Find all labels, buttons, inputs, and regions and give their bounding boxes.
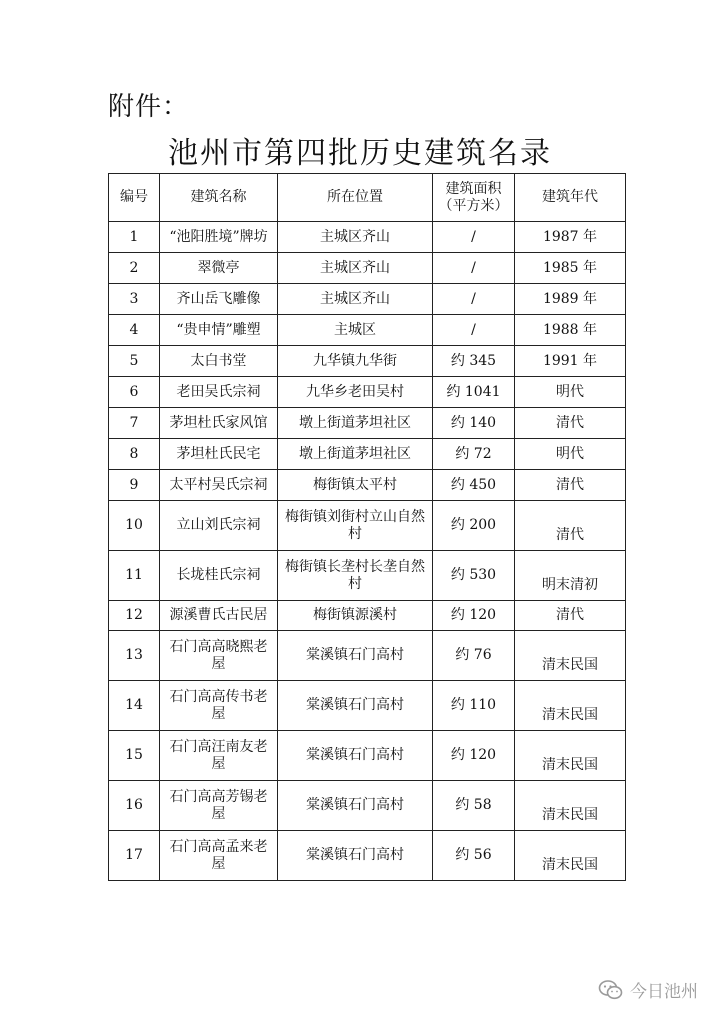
- table-row: [109, 377, 626, 408]
- cell-location: 主城区齐山: [278, 284, 433, 315]
- cell-era: 1989 年: [515, 284, 626, 315]
- cell-location: 棠溪镇石门高村: [278, 731, 433, 781]
- attachment-label: 附件：: [108, 92, 190, 122]
- watermark-text: 今日池州: [630, 982, 698, 1002]
- cell-location: 棠溪镇石门高村: [278, 631, 433, 681]
- cell-no: 2: [109, 253, 160, 284]
- cell-location: 梅街镇太平村: [278, 470, 433, 501]
- cell-no: 5: [109, 346, 160, 377]
- table-row: [109, 346, 626, 377]
- table-row: [109, 439, 626, 470]
- cell-location: 墩上街道茅坦社区: [278, 439, 433, 470]
- table-body: [109, 222, 626, 881]
- cell-location: 九华乡老田吴村: [278, 377, 433, 408]
- cell-name: 石门高高传书老屋: [160, 681, 278, 731]
- cell-area: 约 76: [433, 631, 515, 681]
- cell-area: 约 1041: [433, 377, 515, 408]
- cell-no: 13: [109, 631, 160, 681]
- cell-name: “贵申情”雕塑: [160, 315, 278, 346]
- header-era: 建筑年代: [515, 174, 626, 222]
- cell-era: 1985 年: [515, 253, 626, 284]
- cell-no: 12: [109, 601, 160, 631]
- cell-era: 清代: [515, 408, 626, 439]
- document-title: 池州市第四批历史建筑名录: [168, 136, 552, 171]
- table-row: [109, 315, 626, 346]
- cell-era: 清末民国: [515, 681, 626, 731]
- header-area: 建筑面积（平方米）: [433, 174, 515, 222]
- header-location: 所在位置: [278, 174, 433, 222]
- cell-location: 九华镇九华街: [278, 346, 433, 377]
- table-row: [109, 731, 626, 781]
- cell-area: /: [433, 222, 515, 253]
- cell-no: 10: [109, 501, 160, 551]
- cell-era: 明代: [515, 439, 626, 470]
- cell-location: 棠溪镇石门高村: [278, 831, 433, 881]
- cell-location: 墩上街道茅坦社区: [278, 408, 433, 439]
- cell-no: 17: [109, 831, 160, 881]
- cell-no: 1: [109, 222, 160, 253]
- cell-no: 6: [109, 377, 160, 408]
- cell-era: 清末民国: [515, 781, 626, 831]
- cell-location: 梅街镇刘街村立山自然村: [278, 501, 433, 551]
- cell-name: 茅坦杜氏民宅: [160, 439, 278, 470]
- cell-era: 明末清初: [515, 551, 626, 601]
- cell-era: 清代: [515, 501, 626, 551]
- table-row: [109, 781, 626, 831]
- header-no: 编号: [109, 174, 160, 222]
- cell-name: “池阳胜境”牌坊: [160, 222, 278, 253]
- table-row: [109, 408, 626, 439]
- cell-name: 立山刘氏宗祠: [160, 501, 278, 551]
- cell-no: 9: [109, 470, 160, 501]
- cell-area: 约 72: [433, 439, 515, 470]
- cell-location: 梅街镇长垄村长垄自然村: [278, 551, 433, 601]
- cell-area: 约 530: [433, 551, 515, 601]
- cell-name: 长垅桂氏宗祠: [160, 551, 278, 601]
- cell-area: 约 140: [433, 408, 515, 439]
- cell-no: 3: [109, 284, 160, 315]
- cell-name: 源溪曹氏古民居: [160, 601, 278, 631]
- cell-area: 约 450: [433, 470, 515, 501]
- cell-era: 清代: [515, 601, 626, 631]
- cell-area: /: [433, 315, 515, 346]
- cell-name: 太白书堂: [160, 346, 278, 377]
- cell-era: 1988 年: [515, 315, 626, 346]
- cell-no: 7: [109, 408, 160, 439]
- cell-era: 清代: [515, 470, 626, 501]
- header-name: 建筑名称: [160, 174, 278, 222]
- table-row: [109, 681, 626, 731]
- cell-location: 棠溪镇石门高村: [278, 781, 433, 831]
- cell-area: 约 120: [433, 601, 515, 631]
- cell-area: 约 110: [433, 681, 515, 731]
- cell-name: 太平村吴氏宗祠: [160, 470, 278, 501]
- cell-name: 石门高高孟来老屋: [160, 831, 278, 881]
- cell-no: 14: [109, 681, 160, 731]
- table-header-row: [109, 174, 626, 222]
- watermark: [598, 977, 698, 1002]
- table-row: [109, 284, 626, 315]
- cell-area: 约 345: [433, 346, 515, 377]
- cell-era: 清末民国: [515, 631, 626, 681]
- cell-area: /: [433, 253, 515, 284]
- cell-area: 约 120: [433, 731, 515, 781]
- cell-no: 4: [109, 315, 160, 346]
- cell-location: 主城区: [278, 315, 433, 346]
- cell-name: 翠微亭: [160, 253, 278, 284]
- historic-buildings-table: [108, 173, 626, 881]
- cell-era: 1987 年: [515, 222, 626, 253]
- cell-location: 梅街镇源溪村: [278, 601, 433, 631]
- cell-era: 明代: [515, 377, 626, 408]
- table-row: [109, 253, 626, 284]
- cell-no: 11: [109, 551, 160, 601]
- table-row: [109, 601, 626, 631]
- cell-area: 约 56: [433, 831, 515, 881]
- cell-era: 清末民国: [515, 731, 626, 781]
- cell-name: 石门高高芳锡老屋: [160, 781, 278, 831]
- table-row: [109, 470, 626, 501]
- cell-name: 老田吴氏宗祠: [160, 377, 278, 408]
- cell-era: 清末民国: [515, 831, 626, 881]
- wechat-icon: [598, 979, 624, 1001]
- cell-no: 8: [109, 439, 160, 470]
- cell-area: /: [433, 284, 515, 315]
- cell-location: 主城区齐山: [278, 222, 433, 253]
- cell-location: 棠溪镇石门高村: [278, 681, 433, 731]
- table-row: [109, 831, 626, 881]
- cell-area: 约 200: [433, 501, 515, 551]
- table-row: [109, 222, 626, 253]
- table-row: [109, 501, 626, 551]
- cell-name: 石门高高晓熙老屋: [160, 631, 278, 681]
- table-row: [109, 631, 626, 681]
- cell-name: 石门高汪南友老屋: [160, 731, 278, 781]
- cell-name: 齐山岳飞雕像: [160, 284, 278, 315]
- cell-no: 16: [109, 781, 160, 831]
- cell-no: 15: [109, 731, 160, 781]
- cell-location: 主城区齐山: [278, 253, 433, 284]
- cell-era: 1991 年: [515, 346, 626, 377]
- cell-name: 茅坦杜氏家风馆: [160, 408, 278, 439]
- table-row: [109, 551, 626, 601]
- cell-area: 约 58: [433, 781, 515, 831]
